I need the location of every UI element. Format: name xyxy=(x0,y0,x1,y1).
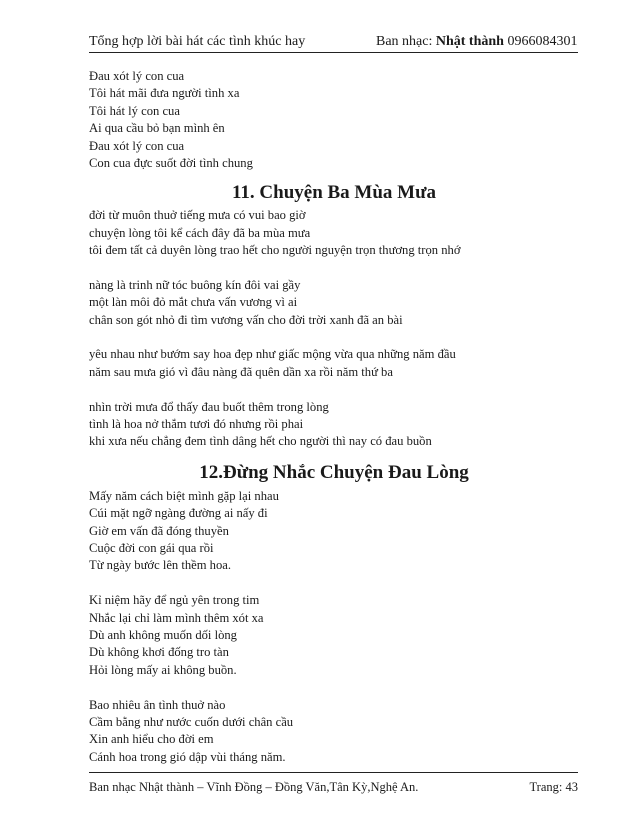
lyric-line: Giờ em vấn đã đóng thuyền xyxy=(89,523,229,538)
lyric-line: Từ ngày bước lên thềm hoa. xyxy=(89,558,232,573)
header-phone: 0966084301 xyxy=(503,34,578,49)
lyric-line: Dù không khơi đống tro tàn xyxy=(89,645,229,660)
page-content xyxy=(89,68,579,766)
lyric-line: một làn môi đỏ mắt chưa vấn vương vì ai xyxy=(89,295,298,310)
song12-stanza-2 xyxy=(89,592,579,679)
lyric-line: Tôi hát lý con cua xyxy=(89,103,180,118)
lyric-line: năm sau mưa gió vì đâu nàng đã quên dần xa rồi năm thứ ba xyxy=(89,364,393,379)
lyric-line: chuyện lòng tôi kể cách đây đã ba mùa mưa xyxy=(89,225,311,240)
lyric-line: Cuộc đời con gái qua rồi xyxy=(89,540,214,555)
song11-stanza-4 xyxy=(89,399,579,451)
lyric-line: khi xưa nếu chẳng đem tình dâng hết cho người thì nay có đau buồn xyxy=(89,434,432,449)
song12-stanza-1 xyxy=(89,488,579,575)
lyric-line: Cầm bằng như nước cuốn dưới chân cầu xyxy=(89,714,294,729)
lyric-line: Dù anh không muốn dối lòng xyxy=(89,627,237,642)
lyric-line: nhìn trời mưa đổ thấy đau buốt thêm trong lòng xyxy=(89,399,329,414)
lyric-line: đời từ muôn thuở tiếng mưa có vui bao giờ xyxy=(89,208,306,223)
stanza-spacer xyxy=(89,575,579,592)
lyric-line: tình là hoa nở thắm tươi đó nhưng rồi phai xyxy=(89,417,304,432)
header-title: Tổng hợp lời bài hát các tình khúc hay xyxy=(89,34,306,49)
stanza-spacer xyxy=(89,381,579,398)
lyric-line: Đau xót lý con cua xyxy=(89,138,185,153)
header-band-info xyxy=(376,32,577,52)
stanza-spacer xyxy=(89,329,579,346)
lyric-line: Ai qua cầu bỏ bạn mình ên xyxy=(89,121,225,136)
song12-stanza-3 xyxy=(89,697,579,767)
song11-stanza-2 xyxy=(89,277,579,329)
lyric-line: Kỉ niệm hãy để ngủ yên trong tim xyxy=(89,593,260,608)
lyric-line: tôi đem tất cả duyên lòng trao hết cho người nguyện trọn thương trọn nhớ xyxy=(89,243,461,258)
lyric-line: Nhắc lại chỉ làm mình thêm xót xa xyxy=(89,610,264,625)
song-title: 12.Đừng Nhắc Chuyện Đau Lòng xyxy=(199,461,469,483)
lyric-line: Con cua đực suốt đời tình chung xyxy=(89,155,253,170)
stanza-spacer xyxy=(89,260,579,277)
footer-address: Ban nhạc Nhật thành – Vĩnh Đồng – Đồng Văn,Tân Kỳ,Nghệ An. xyxy=(89,780,419,794)
lyric-line: yêu nhau như bướm say hoa đẹp như giấc mộng vừa qua những năm đầu xyxy=(89,347,456,362)
lyric-line: Xin anh hiểu cho đời em xyxy=(89,732,214,747)
lyric-line: Cúi mặt ngỡ ngàng đường ai nấy đi xyxy=(89,506,268,521)
song11-stanza-1 xyxy=(89,207,579,259)
lyric-line: Đau xót lý con cua xyxy=(89,69,185,83)
page-header xyxy=(89,32,578,53)
lyric-line: Mấy năm cách biệt mình gặp lại nhau xyxy=(89,488,279,503)
lyric-line: Hỏi lòng mấy ai không buồn. xyxy=(89,662,237,677)
song-title: 11. Chuyện Ba Mùa Mưa xyxy=(231,182,437,204)
page-footer xyxy=(89,772,578,794)
lyric-line: Bao nhiêu ân tình thuở nào xyxy=(89,697,226,712)
header-band-name: Nhật thành xyxy=(435,34,504,49)
lyric-line: nàng là trinh nữ tóc buông kín đôi vai gầy xyxy=(89,277,301,292)
song11-stanza-3 xyxy=(89,346,579,381)
lyric-line: Tôi hát mãi đưa người tình xa xyxy=(89,86,240,101)
lyric-line: chân son gót nhỏ đi tìm vương vấn cho đời trời xanh đã an bài xyxy=(89,312,403,327)
lyric-line: Cánh hoa trong gió dập vùi tháng năm. xyxy=(89,749,286,764)
page-number: Trang: 43 xyxy=(529,780,578,794)
header-band-label: Ban nhạc: xyxy=(376,34,436,49)
intro-stanza xyxy=(89,68,579,172)
stanza-spacer xyxy=(89,679,579,696)
